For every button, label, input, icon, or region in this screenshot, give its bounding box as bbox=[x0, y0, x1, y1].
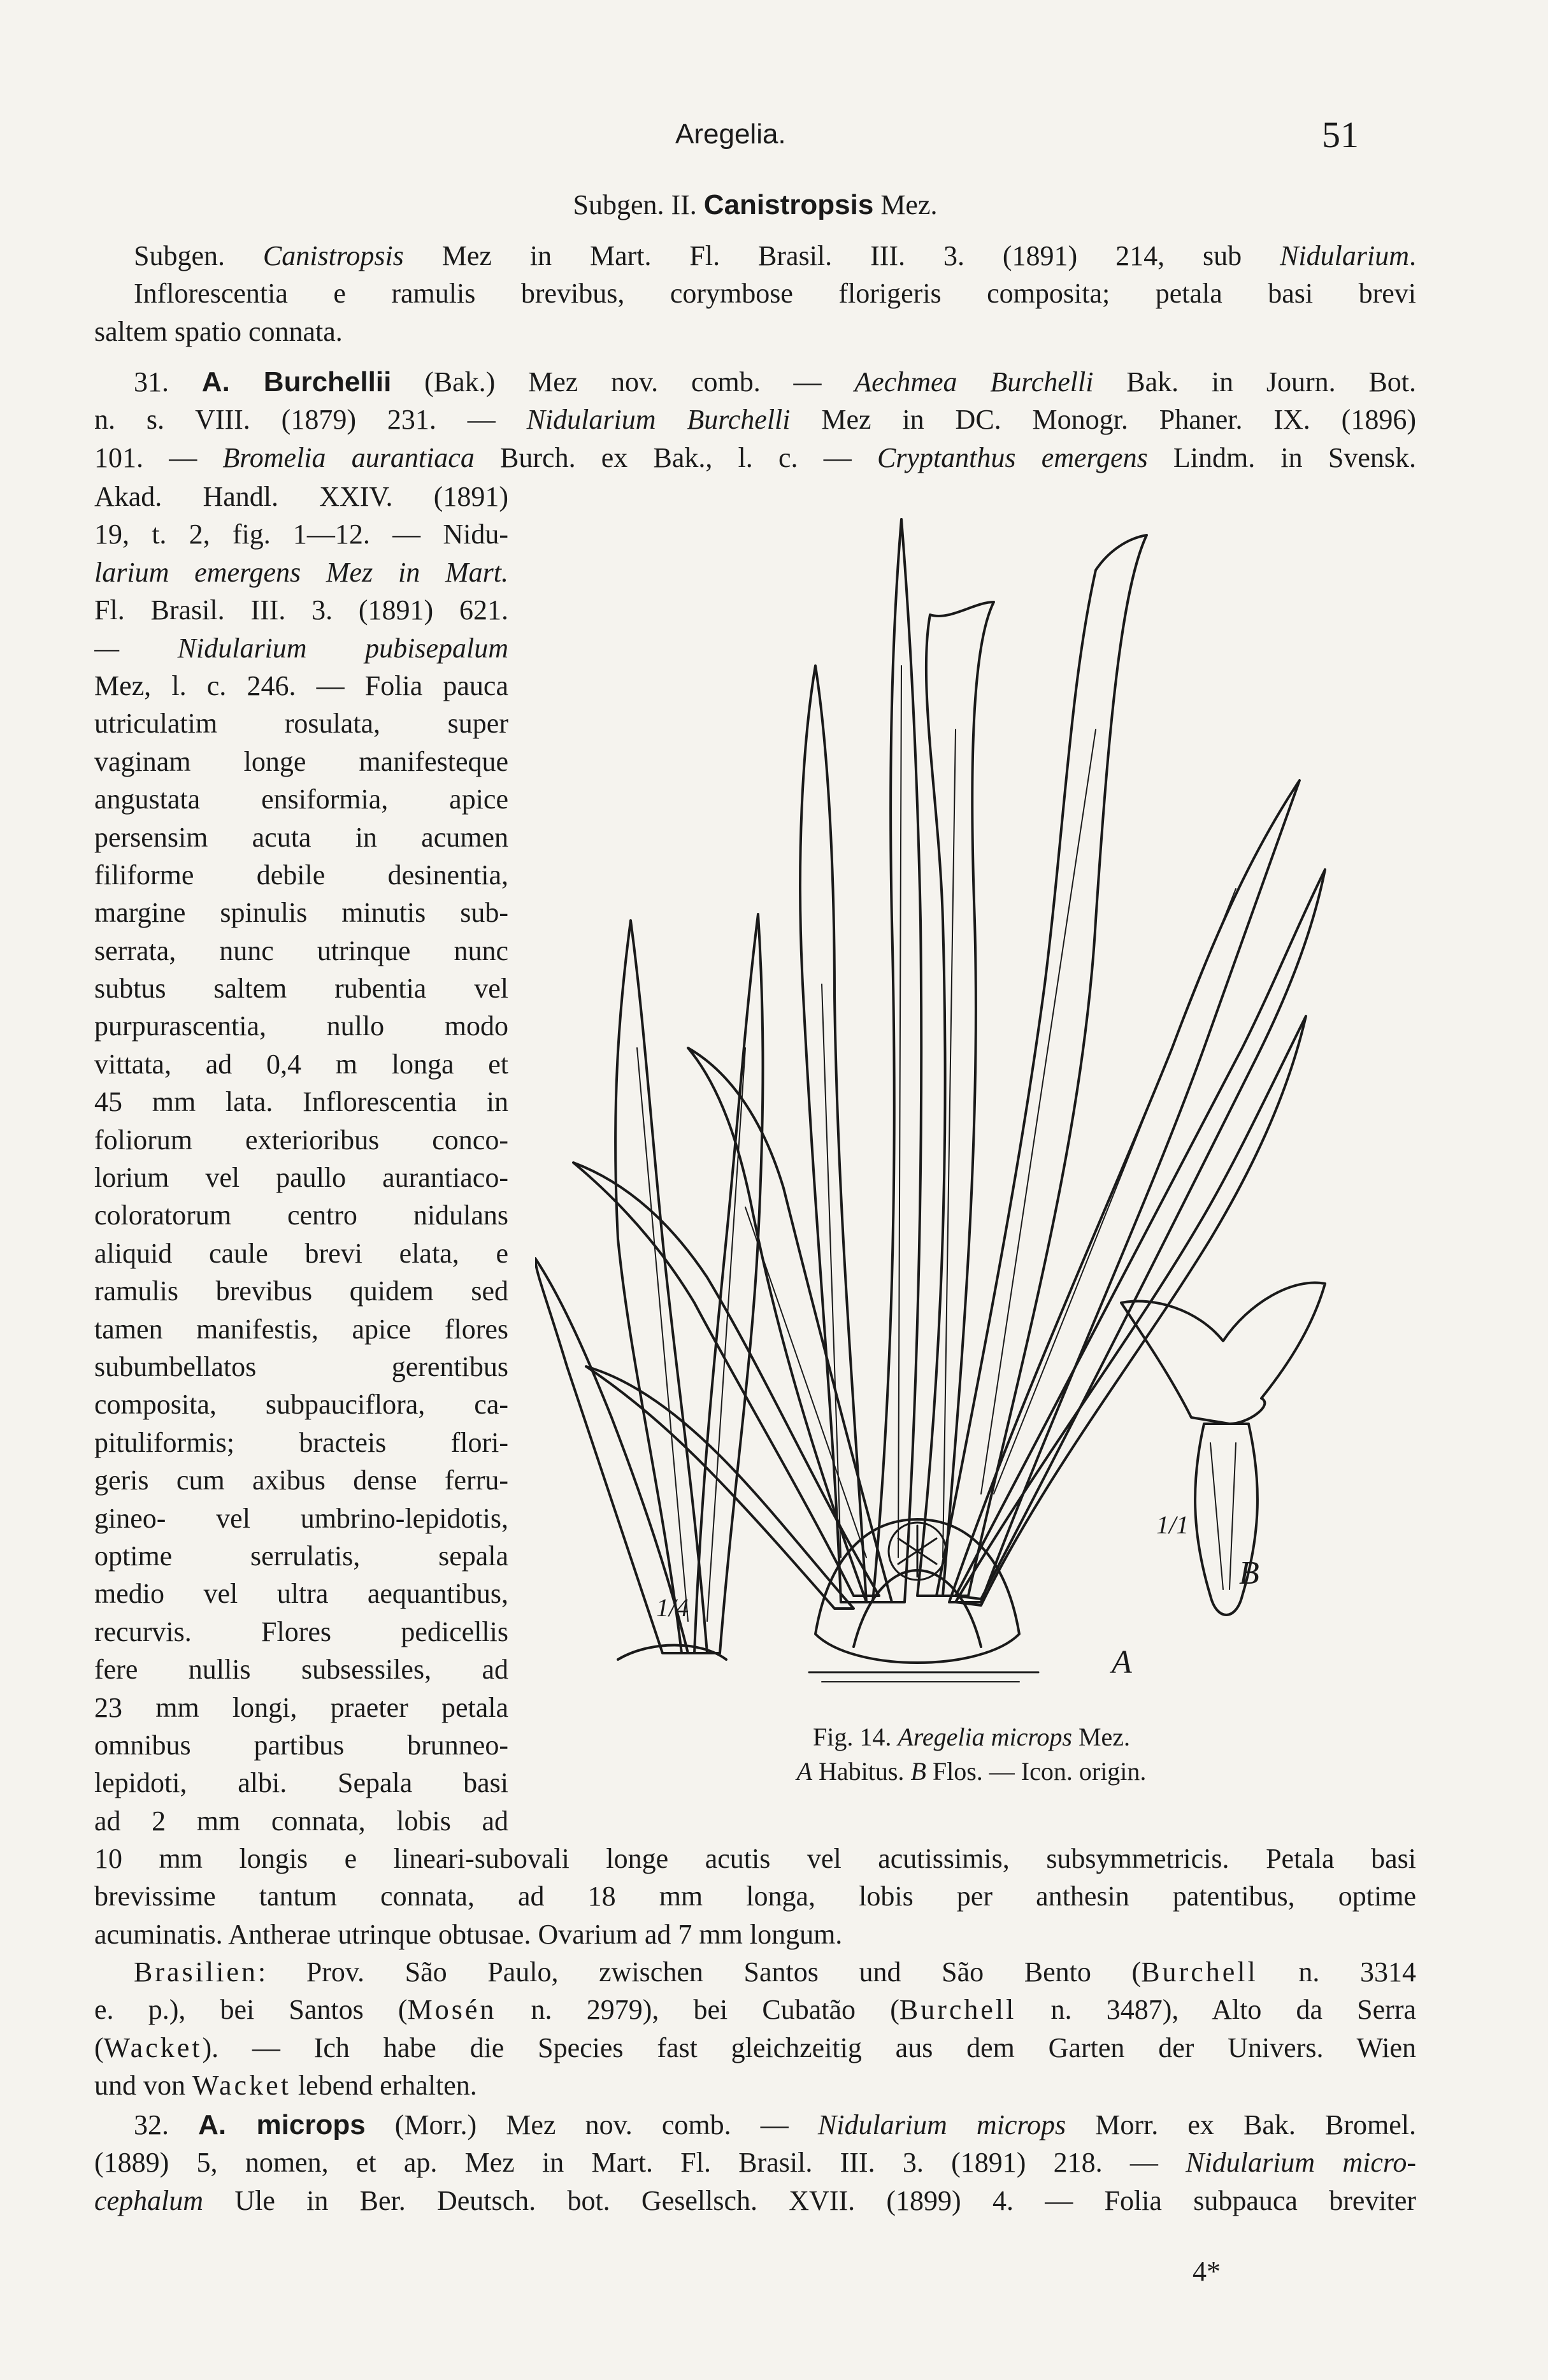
text-line: medio vel ultra aequantibus, bbox=[94, 1578, 508, 1610]
text-line: margine spinulis minutis sub- bbox=[94, 897, 508, 929]
species-32-header bbox=[94, 2106, 1416, 2219]
text-line: und von Wacket lebend erhalten. bbox=[94, 2070, 477, 2102]
text-line: geris cum axibus dense ferru- bbox=[94, 1465, 508, 1496]
text-line: gineo- vel umbrino-lepidotis, bbox=[94, 1502, 508, 1534]
text-line: subumbellatos gerentibus bbox=[94, 1351, 508, 1382]
text-line: 31. A. Burchellii (Bak.) Mez nov. comb. — Aechmea Burchelli Bak. in Journ. Bot. bbox=[134, 366, 1416, 398]
leaf bbox=[694, 914, 763, 1653]
species-31-header bbox=[94, 363, 1416, 477]
text-line: coloratorum centro nidulans bbox=[94, 1200, 508, 1231]
left-column-text bbox=[94, 478, 508, 1840]
text-line: acuminatis. Antherae utrinque obtusae. Ovarium ad 7 mm longum. bbox=[94, 1918, 843, 1950]
text-line: optime serrulatis, sepala bbox=[94, 1540, 508, 1572]
text-line: Inflorescentia e ramulis brevibus, corymbose florigeris composita; petala basi brevi bbox=[134, 278, 1416, 310]
text-line: pituliformis; bracteis flori- bbox=[94, 1426, 508, 1458]
text-line: fere nullis subsessiles, ad bbox=[94, 1654, 508, 1686]
text-line: ramulis brevibus quidem sed bbox=[94, 1275, 508, 1307]
text-line: lorium vel paullo aurantiaco- bbox=[94, 1162, 508, 1194]
signature-mark: 4* bbox=[1193, 2256, 1221, 2287]
description-continuation bbox=[94, 1840, 1416, 1953]
rosette-habit-drawing bbox=[535, 519, 1325, 1682]
leaf bbox=[956, 870, 1325, 1599]
text-line: purpurascentia, nullo modo bbox=[94, 1010, 508, 1042]
text-line: angustata ensiformia, apice bbox=[94, 784, 508, 815]
text-line: n. s. VIII. (1879) 231. — Nidularium Burchelli Mez in DC. Monogr. Phaner. IX. (1896) bbox=[94, 404, 1416, 436]
subgenus-heading: Subgen. II. Canistropsis Mez. bbox=[573, 189, 938, 220]
text-line: e. p.), bei Santos (Mosén n. 2979), bei Cubatão (Burchell n. 3487), Alto da Serra bbox=[94, 1994, 1416, 2026]
text-line: 45 mm lata. Inflorescentia in bbox=[94, 1086, 508, 1118]
figure-label-A: A bbox=[1112, 1644, 1132, 1681]
text-line: Mez, l. c. 246. — Folia pauca bbox=[94, 670, 508, 701]
text-line: saltem spatio connata. bbox=[94, 315, 343, 347]
text-line: aliquid caule brevi elata, e bbox=[94, 1237, 508, 1269]
text-line: recurvis. Flores pedicellis bbox=[94, 1616, 508, 1647]
text-line: (1889) 5, nomen, et ap. Mez in Mart. Fl. Brasil. III. 3. (1891) 218. — Nidularium micro- bbox=[94, 2147, 1416, 2179]
subgenus-name: Canistropsis bbox=[703, 189, 874, 220]
leaf bbox=[873, 519, 921, 1602]
text-line: 10 mm longis e lineari-subovali longe acutis vel acutissimis, subsymmetricis. Petala basi bbox=[94, 1843, 1416, 1874]
text-line: — Nidularium pubisepalum bbox=[94, 632, 508, 664]
text-line: subtus saltem rubentia vel bbox=[94, 973, 508, 1005]
figure-label-B: B bbox=[1239, 1555, 1259, 1591]
flower-B-veins bbox=[1210, 1443, 1236, 1589]
text-line: lepidoti, albi. Sepala basi bbox=[94, 1767, 508, 1799]
text-line: Akad. Handl. XXIV. (1891) bbox=[94, 481, 508, 512]
text-line: 101. — Bromelia aurantiaca Burch. ex Bak., l. c. — Cryptanthus emergens Lindm. in Svensk. bbox=[94, 441, 1416, 473]
inflorescence-detail bbox=[898, 1526, 936, 1577]
text-line: 23 mm longi, praeter petala bbox=[94, 1691, 508, 1723]
leaf bbox=[949, 780, 1300, 1602]
figure-caption: Fig. 14. Aregelia microps Mez. A Habitus. B Flos. — Icon. origin. bbox=[796, 1723, 1147, 1786]
text-line: larium emergens Mez in Mart. bbox=[94, 556, 508, 588]
text-line: Brasilien: Prov. São Paulo, zwischen Santos und São Bento (Burchell n. 3314 bbox=[134, 1956, 1416, 1988]
scale-label-B: 1/1 bbox=[1156, 1510, 1189, 1539]
text-line: 32. A. microps (Morr.) Mez nov. comb. — Nidularium microps Morr. ex Bak. Bromel. bbox=[134, 2109, 1416, 2140]
text-line: omnibus partibus brunneo- bbox=[94, 1729, 508, 1761]
running-title: Aregelia. bbox=[675, 118, 786, 150]
text-line: utriculatim rosulata, super bbox=[94, 708, 508, 740]
text-line: (Wacket). — Ich habe die Species fast gleichzeitig aus dem Garten der Univers. Wien bbox=[94, 2032, 1416, 2063]
distribution-paragraph bbox=[94, 1953, 1416, 2105]
text-line: foliorum exterioribus conco- bbox=[94, 1124, 508, 1156]
text-line: serrata, nunc utrinque nunc bbox=[94, 935, 508, 966]
page-number: 51 bbox=[1322, 114, 1359, 155]
text-line: filiforme debile desinentia, bbox=[94, 859, 508, 891]
plant-illustration bbox=[535, 475, 1363, 1710]
text-line: brevissime tantum connata, ad 18 mm longa, lobis per anthesin patentibus, optime bbox=[94, 1881, 1416, 1912]
text-line: cephalum Ule in Ber. Deutsch. bot. Gesellsch. XVII. (1899) 4. — Folia subpauca breviter bbox=[94, 2184, 1416, 2216]
subgenus-description bbox=[94, 237, 1416, 350]
text-line: composita, subpauciflora, ca- bbox=[94, 1389, 508, 1421]
flower-B-petals bbox=[1121, 1282, 1325, 1424]
text-line: ad 2 mm connata, lobis ad bbox=[94, 1805, 508, 1837]
running-head bbox=[0, 113, 1548, 155]
leaf bbox=[936, 535, 1147, 1596]
text-line: 19, t. 2, fig. 1—12. — Nidu- bbox=[94, 519, 508, 550]
text-line: persensim acuta in acumen bbox=[94, 821, 508, 853]
scale-label-A: 1/4 bbox=[656, 1593, 689, 1622]
text-line: tamen manifestis, apice flores bbox=[94, 1313, 508, 1345]
text-line: Subgen. Canistropsis Mez in Mart. Fl. Brasil. III. 3. (1891) 214, sub Nidularium. bbox=[134, 240, 1416, 271]
text-line: vittata, ad 0,4 m longa et bbox=[94, 1048, 508, 1080]
text-line: Fl. Brasil. III. 3. (1891) 621. bbox=[94, 594, 508, 626]
leaf bbox=[615, 921, 707, 1653]
text-line: vaginam longe manifesteque bbox=[94, 745, 508, 777]
